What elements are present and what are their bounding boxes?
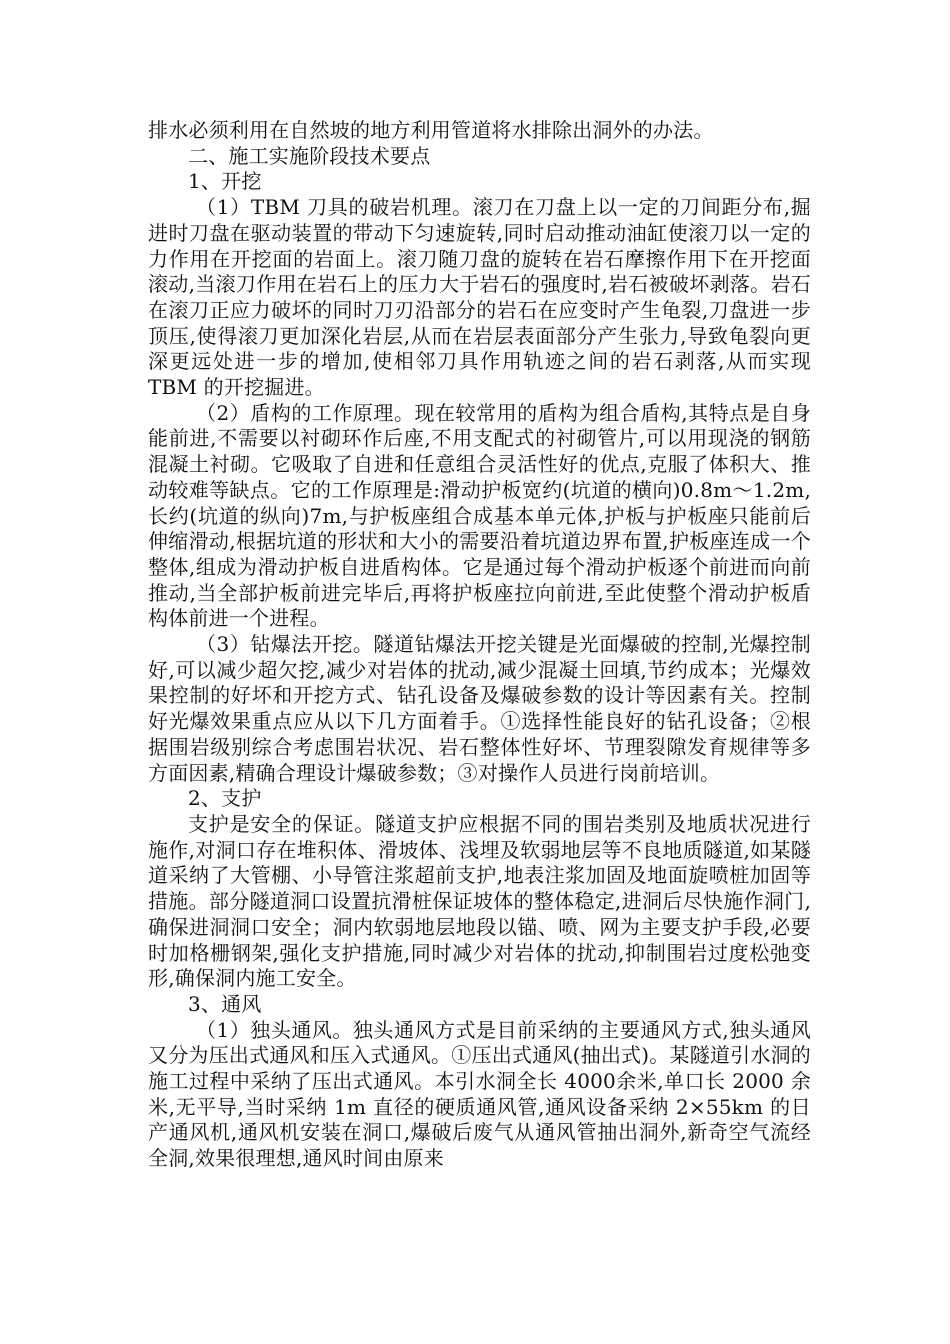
subheading-ventilation: 3、通风 [188, 991, 262, 1016]
subheading-support: 2、支护 [188, 786, 262, 811]
document-body [148, 118, 811, 1172]
paragraph-drill-blast: （3）钻爆法开挖。隧道钻爆法开挖关键是光面爆破的控制,光爆控制好,可以减少超欠挖,减少对岩体的扰动,减少混凝土回填,节约成本；光爆效果控制的好坏和开挖方式、钻孔设备及爆破参数的设计等因素有关。控制好光爆效果重点应从以下几方面着手。①选择性能良好的钻孔设备；②根据围岩级别综合考虑围岩状况、岩石整体性好坏、节理裂隙发育规律等多方面因素,精确合理设计爆破参数；③对操作人员进行岗前培训。 [148, 632, 811, 785]
paragraph-ventilation: （1）独头通风。独头通风方式是目前采纳的主要通风方式,独头通风又分为压出式通风和压入式通风。①压出式通风(抽出式)。某隧道引水洞的施工过程中采纳了压出式通风。本引水洞全长 4000余米,单口长 2000 余米,无平导,当时采纳 1m 直径的硬质通风管,通风设备采纳 2×55km 的日产通风机,通风机安装在洞口,爆破后废气从通风管抽出洞外,新奇空气流经全洞,效果很理想,通风时间由原来 [148, 1017, 811, 1171]
paragraph-shield: （2）盾构的工作原理。现在较常用的盾构为组合盾构,其特点是自身能前进,不需要以衬砌环作后座,不用支配式的衬砌管片,可以用现浇的钢筋混凝土衬砌。它吸取了自进和任意组合灵活性好的优点,克服了体积大、推动较难等缺点。它的工作原理是:滑动护板宽约(坑道的横向)0.8m～1.2m,长约(坑道的纵向)7m,与护板座组合成基本单元体,护板与护板座只能前后伸缩滑动,根据坑道的形状和大小的需要沿着坑道边界布置,护板座连成一个整体,组成为滑动护板自进盾构体。它是通过每个滑动护板逐个前进而向前推动,当全部护板前进完毕后,再将护板座拉向前进,至此使整个滑动护板盾构体前进一个进程。 [148, 400, 811, 631]
section-heading-construction: 二、施工实施阶段技术要点 [188, 143, 431, 168]
paragraph-tbm: （1）TBM 刀具的破岩机理。滚刀在刀盘上以一定的刀间距分布,掘进时刀盘在驱动装置的带动下匀速旋转,同时启动推动油缸使滚刀以一定的力作用在开挖面的岩面上。滚刀随刀盘的旋转在岩石摩擦作用下在开挖面滚动,当滚刀作用在岩石上的压力大于岩石的强度时,岩石被破坏剥落。岩石在滚刀正应力破坏的同时刀刃沿部分的岩石在应变时产生龟裂,刀盘进一步顶压,使得滚刀更加深化岩层,从而在岩层表面部分产生张力,导致龟裂向更深更远处进一步的增加,使相邻刀具作用轨迹之间的岩石剥落,从而实现 TBM 的开挖掘进。 [148, 195, 811, 400]
subheading-excavation: 1、开挖 [188, 169, 262, 194]
paragraph-drainage-end: 排水必须利用在自然坡的地方利用管道将水排除出洞外的办法。 [148, 118, 714, 142]
paragraph-support: 支护是安全的保证。隧道支护应根据不同的围岩类别及地质状况进行施作,对洞口存在堆积体、滑坡体、浅埋及软弱地层等不良地质隧道,如某隧道采纳了大管棚、小导管注浆超前支护,地表注浆加固及地面旋喷桩加固等措施。部分隧道洞口设置抗滑桩保证坡体的整体稳定,进洞后尽快施作洞门,确保进洞洞口安全；洞内软弱地层地段以锚、喷、网为主要支护手段,必要时加格栅钢架,强化支护措施,同时减少对岩体的扰动,抑制围岩过度松弛变形,确保洞内施工安全。 [148, 811, 811, 991]
